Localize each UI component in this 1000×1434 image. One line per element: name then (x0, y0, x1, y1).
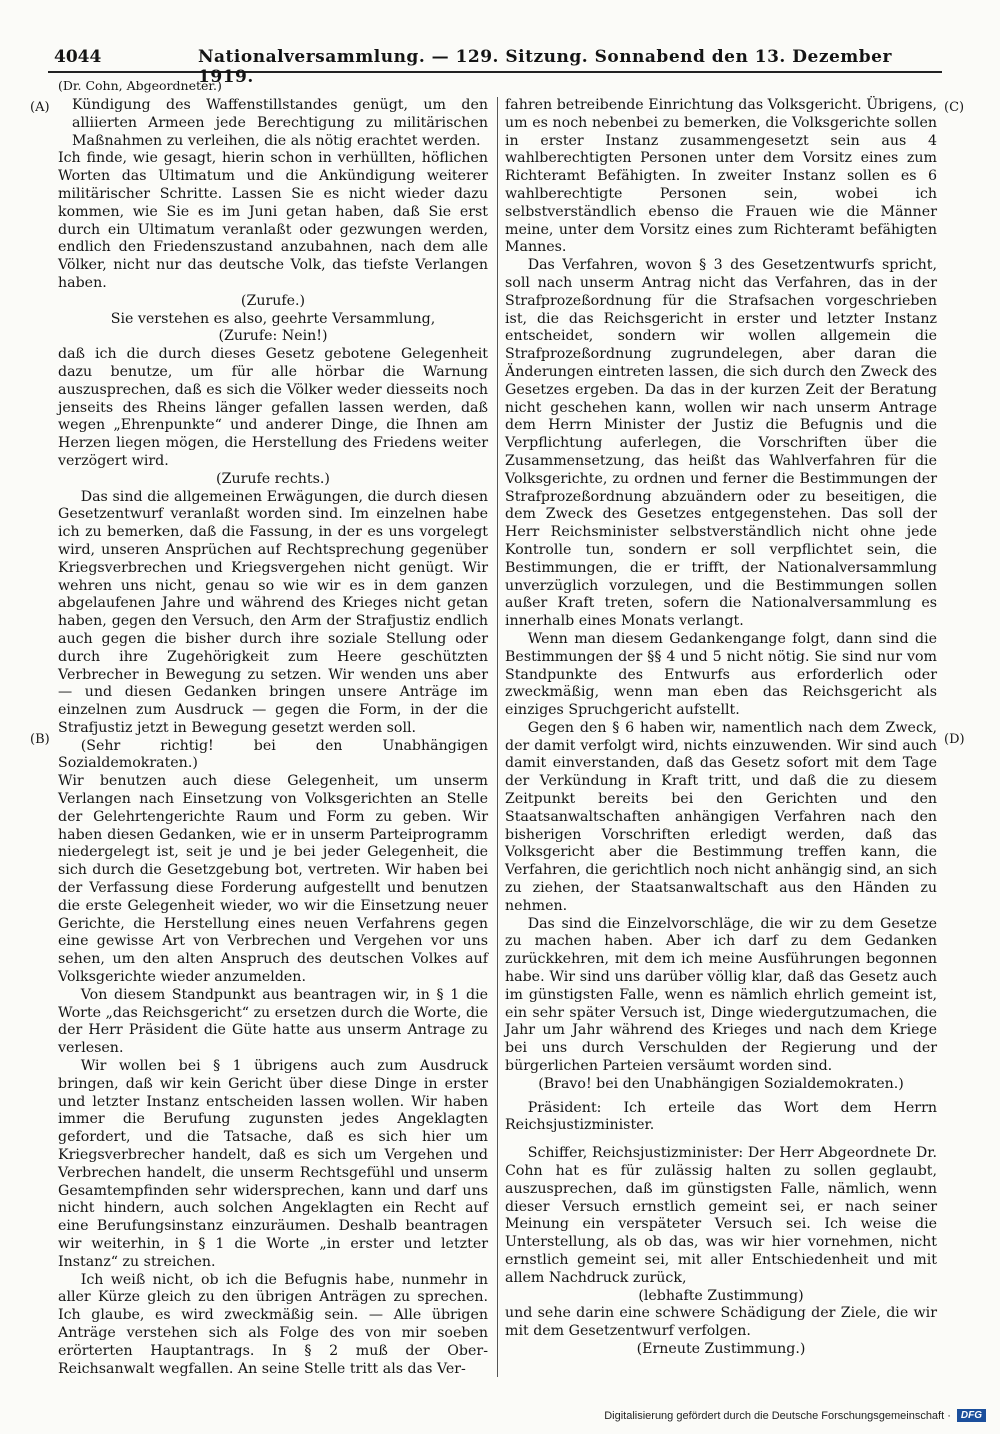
paragraph: Wir wollen bei § 1 übrigens auch zum Ausdruck bringen, daß wir kein Gericht über diese Dinge in erster und letzter Instanz entscheiden lassen wollen. Wir haben immer die Berufung zugunsten jedes Angeklagten gefordert, und die Tatsache, daß es sich hier um Kriegsverbrecher handelt, daß es sich um Vergehen und Verbrechen handelt, die unserm Rechtsgefühl und unserm Gesamtempfinden sehr widersprechen, kann und darf uns nicht hindern, auch solchen Angeklagten ein Recht auf eine Berufungsinstanz einzuräumen. Deshalb beantragen wir weiterhin, in § 1 die Worte „in erster und letzter Instanz“ zu streichen. (58, 1058, 488, 1270)
paragraph: fahren betreibende Einrichtung das Volksgericht. Übrigens, um es noch nebenbei zu bemerken, die Volksgerichte sollen in erster Instanz zusammengesetzt sein aus 4 wahlberechtigten Personen unter dem Vorsitz eines zum Richteramt Befähigten. In zweiter Instanz sollen es 6 wahlberechtigte Personen sein, wobei ich selbstverständlich ebenso die Frauen wie die Männer meine, unter dem Vorsitz eines zum Richteramt befähigten Mannes. (505, 97, 937, 256)
paragraph: Gegen den § 6 haben wir, namentlich nach dem Zweck, der damit verfolgt wird, nichts einzuwenden. Wir sind auch damit einverstanden, daß das Gesetz sofort mit dem Tage der Verkündung in Kraft tritt, und daß die zu diesem Zeitpunkt bereits bei den Gerichten und den Staatsanwaltschaften anhängigen Verfahren nach den bisherigen Vorschriften erledigt werden, daß das Volksgericht aber die Bestimmung treffen kann, die Verfahren, die gerichtlich noch nicht anhängig sind, an sich zu ziehen, der Staatsanwaltschaft aus den Händen zu nehmen. (505, 719, 937, 914)
paragraph: Ich weiß nicht, ob ich die Befugnis habe, nunmehr in aller Kürze gleich zu den übrigen Anträgen zu sprechen. Ich glaube, es wird zweckmäßig sein. — Alle übrigen Anträge verstehen sich als Folge des von mir soeben erörterten Hauptantrags. In § 2 muß der Ober-Reichsanwalt wegfallen. An seine Stelle tritt als das Ver- (58, 1271, 488, 1377)
paragraph: Das sind die Einzelvorschläge, die wir zu dem Gesetze zu machen haben. Aber ich darf zu dem Gedanken zurückkehren, mit dem ich meine Ausführungen begonnen habe. Wir sind uns darüber völlig klar, daß das Gesetz auch im günstigsten Falle, wenn es nämlich ehrlich gemeint ist, ein sehr später Versuch ist, Dinge wiedergutzumachen, die Jahr um Jahr während des Krieges und nach dem Kriege bei uns durch Verschulden der Regierung und der bürgerlichen Parteien versäumt worden sind. (505, 915, 937, 1075)
paragraph: Das Verfahren, wovon § 3 des Gesetzentwurfs spricht, soll nach unserm Antrag nicht das Verfahren, das in der Strafprozeßordnung für die Strafsachen vorgeschrieben ist, die das Reichsgericht in erster und letzter Instanz entscheidet, sondern wir wollen allgemein die Strafprozeßordnung zugrundelegen, aber daran die Änderungen eintreten lassen, die sich durch den Zweck des Gesetzes ergeben. Da das in der kurzen Zeit der Beratung nicht geschehen kann, wollen wir nach unserm Antrage dem Herrn Minister der Justiz die Befugnis und die Verpflichtung auferlegen, die Vorschriften über die Zusammensetzung, das heißt das Wahlverfahren für die Volksgerichte, zu ordnen und ferner die Bestimmungen der Strafprozeßordnung abzuändern oder zu beseitigen, die dem Zweck des Gesetzes entgegenstehen. Das soll der Herr Reichsminister selbstverständlich nicht ohne jede Kontrolle tun, sondern er soll verpflichtet sein, die Bestimmungen, die er trifft, der Nationalversammlung unverzüglich vorzulegen, und die Bestimmungen sollen außer Kraft treten, sofern die Nationalversammlung es innerhalb eines Monats verlangt. (505, 257, 937, 630)
column-divider (497, 97, 498, 1377)
page-number: 4044 (54, 47, 102, 67)
interjection: (lebhafte Zustimmung) (638, 1287, 804, 1304)
paragraph: Sie verstehen es also, geehrte Versammlung, (110, 310, 436, 327)
right-column (505, 97, 937, 1359)
running-title: Nationalversammlung. — 129. Sitzung. Sonnabend den 13. Dezember 1919. (198, 47, 892, 87)
left-column (58, 97, 488, 1378)
margin-mark-b: (B) (30, 732, 50, 747)
paragraph: Ich finde, wie gesagt, hierin schon in verhüllten, höflichen Worten das Ultimatum und die Ankündigung weiterer militärischer Schritte. Lassen Sie es nicht wieder dazu kommen, wie Sie es im Juni getan haben, daß Sie erst durch ein Ultimatum veranlaßt oder gezwungen werden, endlich den Friedenszustand anzubahnen, nach dem alle Völker, nicht nur das deutsche Volk, das tiefste Verlangen haben. (58, 150, 488, 291)
dfg-logo: DFG (957, 1409, 986, 1422)
interjection: (Bravo! bei den Unabhängigen Sozialdemokraten.) (538, 1075, 904, 1092)
paragraph: Wenn man diesem Gedankengange folgt, dann sind die Bestimmungen der §§ 4 und 5 nicht nötig. Sie sind nur vom Standpunkte des Entwurfs aus erforderlich oder zweckmäßig, wenn man eben das Reichsgericht als einziges Spruchgericht aufstellt. (505, 630, 937, 719)
margin-mark-a: (A) (30, 100, 50, 115)
paragraph: Von diesem Standpunkt aus beantragen wir, in § 1 die Worte „das Reichsgericht“ zu ersetzen durch die Worte, die der Herr Präsident die Güte hatte aus unserm Antrage zu verlesen. (58, 986, 488, 1057)
interjection: (Zurufe: Nein!) (218, 328, 328, 345)
interjection: (Erneute Zustimmung.) (636, 1340, 806, 1357)
paragraph: Schiffer, Reichsjustizminister: Der Herr Abgeordnete Dr. Cohn hat es für zulässig halten zu sollen geglaubt, auszusprechen, daß im günstigsten Falle, nämlich, wenn dieser Versuch ernstlich gemeint sei, er nach seiner Meinung ein verspäteter Versuch sei. Ich weise die Unterstellung, als ob das, was wir hier vornehmen, nicht ernstlich gemeint sei, mit aller Entschiedenheit und mit allem Nachdruck zurück, (505, 1145, 937, 1286)
paragraph: und sehe darin eine schwere Schädigung der Ziele, die wir mit dem Gesetzentwurf verfolgen. (505, 1305, 937, 1340)
margin-mark-c: (C) (944, 100, 965, 115)
paragraph: daß ich die durch dieses Gesetz gebotene Gelegenheit dazu benutze, um für alle hörbar die Warnung auszusprechen, daß es sich die Völker weder diesseits noch jenseits des Rheins länger gefallen lassen werden, daß wegen „Ehrenpunkte“ und anderer Dinge, die Ihnen am Herzen liegen mögen, die Herstellung des Friedens weiter verzögert wird. (58, 346, 488, 469)
paragraph: Wir benutzen auch diese Gelegenheit, um unserm Verlangen nach Einsetzung von Volksgerichten an Stelle der Gelehrtengerichte Raum und Form zu geben. Wir haben diesen Gedanken, wie er in unserm Parteiprogramm niedergelegt ist, seit je und je bei jeder Gelegenheit, die sich durch die Gesetzgebung bot, vertreten. Wir haben bei der Verfassung diese Forderung aufgestellt und benutzen die erste Gelegenheit wieder, wo wir die Einsetzung neuer Gerichte, die Herstellung eines neuen Verfahrens gegen eine gewisse Art von Verbrechen und Vergehen vor uns sehen, um den alten Anspruch des deutschen Volkes auf Volksgerichte wieder anzumelden. (58, 773, 488, 986)
footer-text: Digitalisierung gefördert durch die Deutsche Forschungsgemeinschaft · (604, 1409, 951, 1422)
speaker-tag: (Dr. Cohn, Abgeordneter.) (58, 78, 222, 93)
margin-mark-d: (D) (944, 732, 965, 747)
footer-credit (604, 1409, 986, 1422)
paragraph: Präsident: Ich erteile das Wort dem Herrn Reichsjustizminister. (505, 1099, 937, 1134)
paragraph: Kündigung des Waffenstillstandes genügt, um den alliierten Armeen jede Berechtigung zu militärischen Maßnahmen zu verleihen, die als nötig erachtet werden. (72, 97, 488, 149)
interjection: (Sehr richtig! bei den Unabhängigen Sozialdemokraten.) (58, 737, 488, 772)
interjection: (Zurufe rechts.) (216, 470, 330, 487)
paragraph: Das sind die allgemeinen Erwägungen, die durch diesen Gesetzentwurf veranlaßt worden sind. Im einzelnen habe ich zu bemerken, daß die Fassung, in der es uns vorgelegt wird, unseren Ansprüchen auf Rechtsprechung gegenüber Kriegsverbrechen und Kriegsvergehen nicht genügt. Wir wehren uns nicht, genau so wie wir es in dem ganzen abgelaufenen Jahre und während des Krieges nicht getan haben, gegen den Versuch, den Arm der Strafjustiz endlich auch gegen die bisher durch ihre soziale Stellung oder durch ihre Zugehörigkeit zum Heere geschützten Verbrecher in Bewegung zu setzen. Wir wenden uns aber — und diesen Gedanken bringen unsere Anträge im einzelnen zum Ausdruck — gegen die Form, in der die Strafjustiz jetzt in Bewegung gesetzt werden soll. (58, 488, 488, 736)
interjection: (Zurufe.) (240, 292, 306, 309)
